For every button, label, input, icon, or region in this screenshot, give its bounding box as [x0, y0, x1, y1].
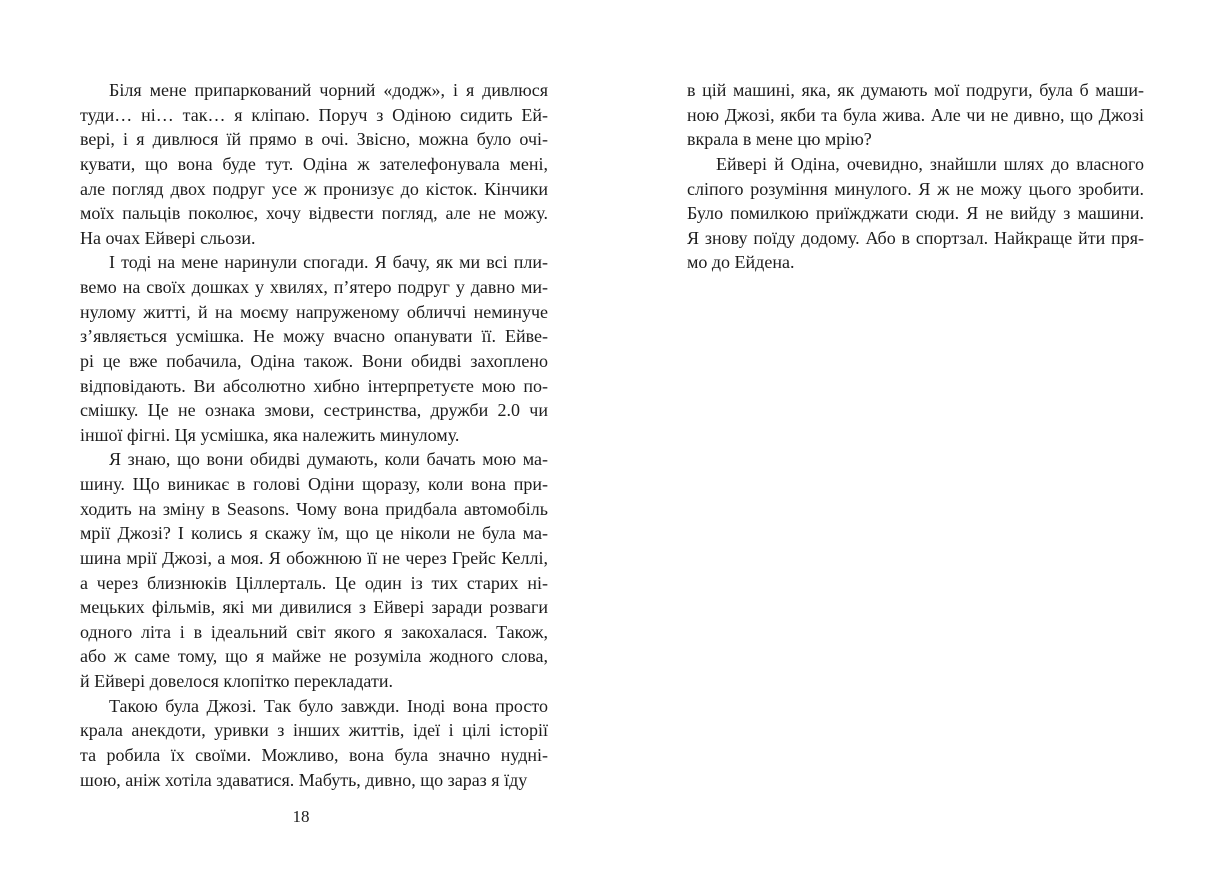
- text-line: мо до Ейдена.: [687, 252, 795, 273]
- text-line: Було помилкою приїжджати сюди. Я не вийду з машини.: [687, 203, 1144, 224]
- paragraph: [80, 78, 548, 250]
- text-line: Такою була Джозі. Так було завжди. Іноді вона просто: [109, 695, 548, 716]
- paragraph: [687, 78, 1144, 152]
- text-line: в цій машині, яка, як думають мої подруги, була б маши-: [687, 80, 1144, 100]
- paragraph: [80, 447, 548, 693]
- right-text-column: [687, 78, 1144, 275]
- text-line: туди… ні… так… я кліпаю. Поруч з Одіною сидить Ей-: [80, 104, 548, 125]
- text-line: ходить на зміну в Seasons. Чому вона придбала автомобіль: [80, 498, 548, 519]
- text-line: шина мрії Джозі, а моя. Я обожнюю її не через Грейс Келлі,: [80, 547, 548, 568]
- paragraph: [80, 250, 548, 447]
- text-line: й Ейвері довелося клопітко перекладати.: [80, 671, 393, 691]
- paragraph: [687, 152, 1144, 275]
- text-line: Біля мене припаркований чорний «додж», і я дивлюся: [109, 80, 548, 100]
- text-line: мрії Джозі? І колись я скажу їм, що це ніколи не була ма-: [80, 523, 548, 544]
- text-line: Ейвері й Одіна, очевидно, знайшли шлях до власного: [716, 153, 1144, 174]
- text-line: одного літа і в ідеальний світ якого я закохалася. Також,: [80, 621, 548, 642]
- text-line: шою, аніж хотіла здаватися. Мабуть, дивно, що зараз я їду: [80, 769, 528, 790]
- text-line: відповідають. Ви абсолютно хибно інтерпретуєте мою по-: [80, 375, 548, 396]
- text-line: Я знову поїду додому. Або в спортзал. Найкраще йти пря-: [687, 227, 1144, 248]
- page-right: [610, 0, 1219, 883]
- text-line: смішку. Це не ознака змови, сестринства, дружби 2.0 чи: [80, 400, 548, 421]
- text-line: шину. Що виникає в голові Одіни щоразу, коли вона при-: [80, 474, 548, 494]
- text-line: І тоді на мене наринули спогади. Я бачу, як ми всі пли-: [109, 252, 548, 273]
- text-line: ною Джозі, якби та була жива. Але чи не дивно, що Джозі: [687, 104, 1144, 125]
- text-line: нулому житті, й на моєму напруженому обличчі неминуче: [80, 301, 548, 322]
- text-line: крала анекдоти, уривки з інших життів, ідеї і цілі історії: [80, 720, 548, 741]
- text-line: або ж саме тому, що я майже не розуміла жодного слова,: [80, 646, 548, 667]
- text-line: моїх пальців поколює, хочу відвести погляд, але не можу.: [80, 203, 548, 224]
- text-line: а через близнюків Ціллерталь. Це один із тих старих ні-: [80, 572, 548, 593]
- text-line: Я знаю, що вони обидві думають, коли бачать мою ма-: [109, 449, 548, 470]
- text-line: мецьких фільмів, які ми дивилися з Ейвері заради розваги: [80, 597, 548, 618]
- left-text-column: [80, 78, 548, 792]
- text-line: вемо на своїх дошках у хвилях, п’ятеро подруг у давно ми-: [80, 277, 548, 297]
- text-line: рі це вже побачила, Одіна також. Вони обидві захоплено: [80, 350, 548, 371]
- text-line: іншої фігні. Ця усмішка, яка належить минулому.: [80, 424, 460, 445]
- text-line: На очах Ейвері сльози.: [80, 227, 256, 248]
- text-line: але погляд двох подруг усе ж пронизує до кісток. Кінчики: [80, 178, 548, 199]
- text-line: вері, і я дивлюся їй прямо в очі. Звісно, можна було очі-: [80, 129, 548, 150]
- text-line: та робила їх своїми. Можливо, вона була значно нудні-: [80, 744, 548, 765]
- text-line: сліпого розуміння минулого. Я ж не можу цього зробити.: [687, 178, 1144, 199]
- text-line: з’являється усмішка. Не можу вчасно опанувати її. Ейве-: [80, 326, 548, 347]
- text-line: кувати, що вона буде тут. Одіна ж зателефонувала мені,: [80, 153, 548, 174]
- page-number: 18: [292, 807, 310, 826]
- paragraph: [80, 694, 548, 793]
- text-line: вкрала в мене цю мрію?: [687, 129, 872, 150]
